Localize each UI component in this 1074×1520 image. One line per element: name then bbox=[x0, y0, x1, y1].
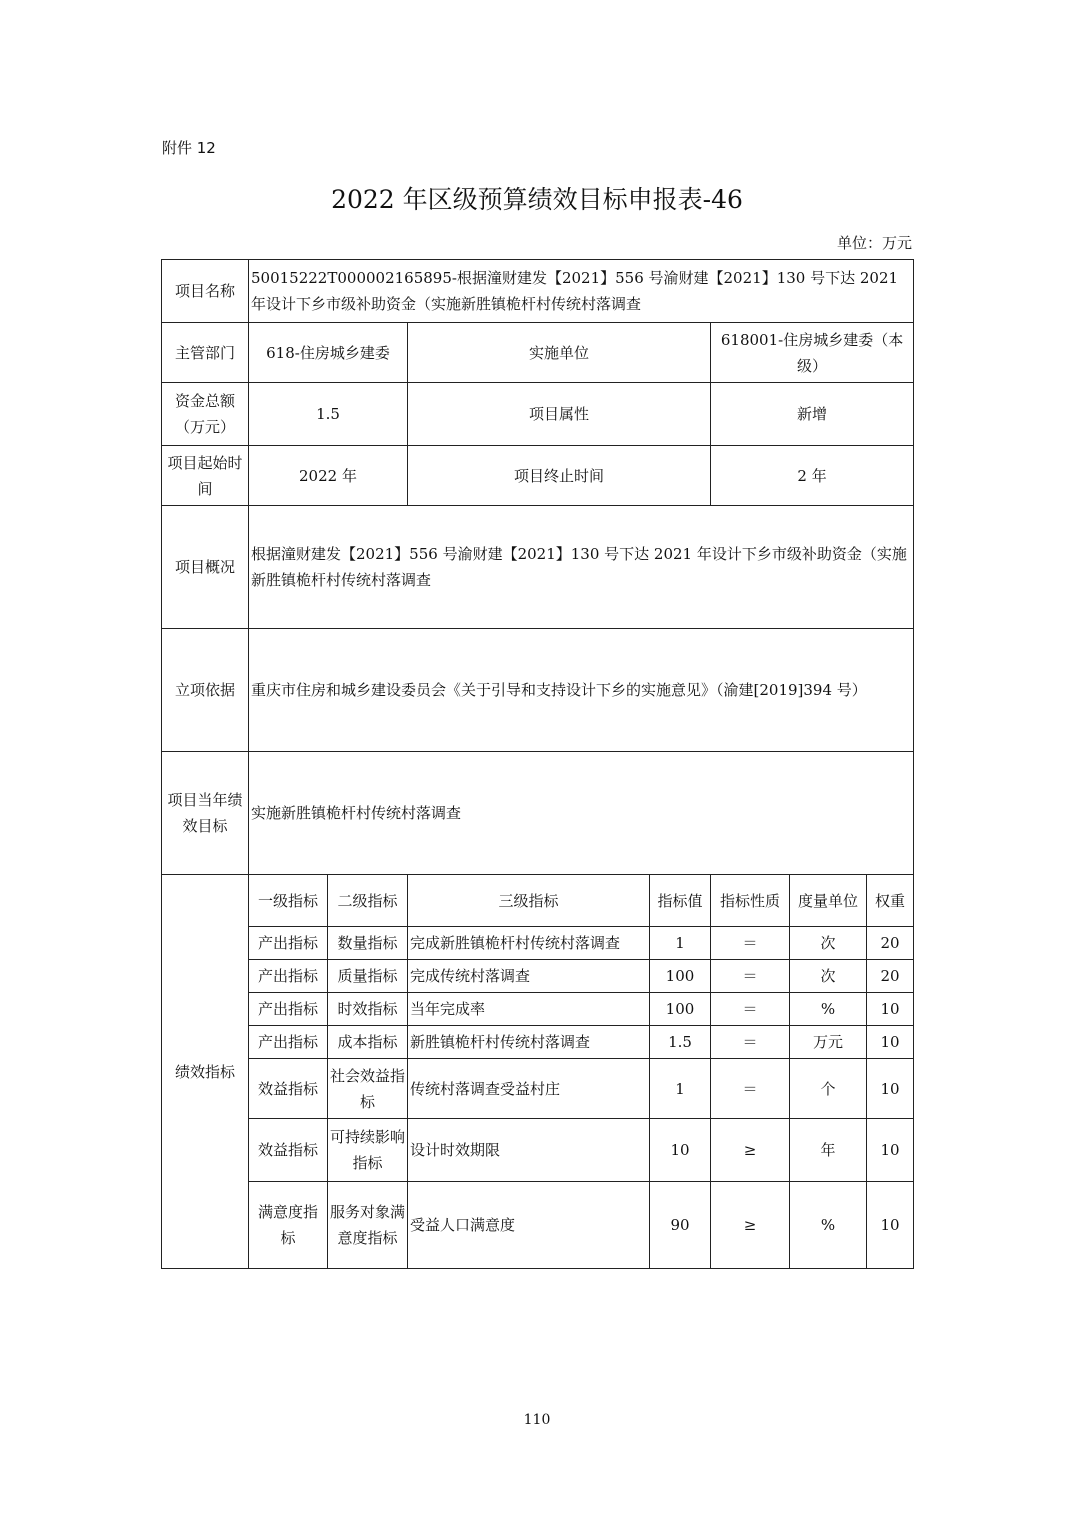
row-nature: ≥ bbox=[711, 1182, 790, 1269]
budget-table bbox=[161, 259, 914, 1269]
basis-value: 重庆市住房和城乡建设委员会《关于引导和支持设计下乡的实施意见》（渝建[2019]394 号） bbox=[249, 629, 914, 752]
row-level1: 产出指标 bbox=[249, 927, 328, 960]
table-row bbox=[162, 1059, 914, 1119]
row-unit: 次 bbox=[790, 960, 867, 993]
row-value: 90 bbox=[650, 1182, 711, 1269]
end-value: 2 年 bbox=[711, 446, 914, 506]
row-unit: 次 bbox=[790, 927, 867, 960]
indicator-header-row bbox=[162, 875, 914, 927]
dept-label: 主管部门 bbox=[162, 323, 249, 383]
page-number: 110 bbox=[523, 1412, 551, 1428]
row-level2: 质量指标 bbox=[328, 960, 408, 993]
row-level3: 设计时效期限 bbox=[408, 1119, 650, 1182]
row-level2: 数量指标 bbox=[328, 927, 408, 960]
table-row bbox=[162, 1182, 914, 1269]
row-unit: % bbox=[790, 1182, 867, 1269]
table-row bbox=[162, 960, 914, 993]
header-level1: 一级指标 bbox=[249, 875, 328, 927]
impl-value: 618001-住房城乡建委（本级） bbox=[711, 323, 914, 383]
dept-value: 618-住房城乡建委 bbox=[249, 323, 408, 383]
row-project-name bbox=[162, 260, 914, 323]
row-weight: 10 bbox=[867, 993, 914, 1026]
header-value: 指标值 bbox=[650, 875, 711, 927]
row-level3: 当年完成率 bbox=[408, 993, 650, 1026]
row-time bbox=[162, 446, 914, 506]
row-value: 1.5 bbox=[650, 1026, 711, 1059]
unit-label: 单位：万元 bbox=[836, 234, 912, 252]
header-weight: 权重 bbox=[867, 875, 914, 927]
row-value: 1 bbox=[650, 1059, 711, 1119]
row-weight: 10 bbox=[867, 1119, 914, 1182]
fund-value: 1.5 bbox=[249, 383, 408, 446]
row-level2: 成本指标 bbox=[328, 1026, 408, 1059]
row-dept bbox=[162, 323, 914, 383]
row-value: 1 bbox=[650, 927, 711, 960]
row-level2: 服务对象满意度指标 bbox=[328, 1182, 408, 1269]
row-level2: 社会效益指标 bbox=[328, 1059, 408, 1119]
indicator-section-label: 绩效指标 bbox=[162, 875, 249, 1269]
row-overview bbox=[162, 506, 914, 629]
row-level1: 产出指标 bbox=[249, 993, 328, 1026]
header-unit: 度量单位 bbox=[790, 875, 867, 927]
row-unit: % bbox=[790, 993, 867, 1026]
impl-label: 实施单位 bbox=[408, 323, 711, 383]
row-nature: ＝ bbox=[711, 927, 790, 960]
table-row bbox=[162, 993, 914, 1026]
row-value: 10 bbox=[650, 1119, 711, 1182]
row-unit: 个 bbox=[790, 1059, 867, 1119]
row-level1: 效益指标 bbox=[249, 1059, 328, 1119]
row-unit: 万元 bbox=[790, 1026, 867, 1059]
row-unit: 年 bbox=[790, 1119, 867, 1182]
row-level1: 产出指标 bbox=[249, 960, 328, 993]
attr-value: 新增 bbox=[711, 383, 914, 446]
header-level3: 三级指标 bbox=[408, 875, 650, 927]
row-weight: 10 bbox=[867, 1026, 914, 1059]
row-level1: 满意度指标 bbox=[249, 1182, 328, 1269]
row-nature: ＝ bbox=[711, 960, 790, 993]
row-nature: ＝ bbox=[711, 1026, 790, 1059]
project-name-value: 50015222T000002165895-根据潼财建发【2021】556 号渝财建【2021】130 号下达 2021 年设计下乡市级补助资金（实施新胜镇桅杆村传统村落调查 bbox=[249, 260, 914, 323]
basis-label: 立项依据 bbox=[162, 629, 249, 752]
row-value: 100 bbox=[650, 993, 711, 1026]
table-row bbox=[162, 927, 914, 960]
start-label: 项目起始时间 bbox=[162, 446, 249, 506]
row-weight: 10 bbox=[867, 1182, 914, 1269]
row-level3: 传统村落调查受益村庄 bbox=[408, 1059, 650, 1119]
row-level1: 产出指标 bbox=[249, 1026, 328, 1059]
goal-label: 项目当年绩效目标 bbox=[162, 752, 249, 875]
row-nature: ＝ bbox=[711, 993, 790, 1026]
overview-value: 根据潼财建发【2021】556 号渝财建【2021】130 号下达 2021 年设计下乡市级补助资金（实施新胜镇桅杆村传统村落调查 bbox=[249, 506, 914, 629]
fund-label: 资金总额（万元） bbox=[162, 383, 249, 446]
table-row bbox=[162, 1119, 914, 1182]
row-level3: 完成新胜镇桅杆村传统村落调查 bbox=[408, 927, 650, 960]
row-level3: 受益人口满意度 bbox=[408, 1182, 650, 1269]
attachment-label: 附件 12 bbox=[162, 139, 216, 157]
attr-label: 项目属性 bbox=[408, 383, 711, 446]
row-level2: 可持续影响指标 bbox=[328, 1119, 408, 1182]
page-title: 2022 年区级预算绩效目标申报表-46 bbox=[331, 185, 743, 214]
row-fund bbox=[162, 383, 914, 446]
row-nature: ≥ bbox=[711, 1119, 790, 1182]
start-value: 2022 年 bbox=[249, 446, 408, 506]
overview-label: 项目概况 bbox=[162, 506, 249, 629]
row-value: 100 bbox=[650, 960, 711, 993]
row-level3: 新胜镇桅杆村传统村落调查 bbox=[408, 1026, 650, 1059]
row-weight: 20 bbox=[867, 960, 914, 993]
goal-value: 实施新胜镇桅杆村传统村落调查 bbox=[249, 752, 914, 875]
row-weight: 20 bbox=[867, 927, 914, 960]
end-label: 项目终止时间 bbox=[408, 446, 711, 506]
row-level3: 完成传统村落调查 bbox=[408, 960, 650, 993]
header-nature: 指标性质 bbox=[711, 875, 790, 927]
row-basis bbox=[162, 629, 914, 752]
row-nature: ＝ bbox=[711, 1059, 790, 1119]
project-name-label: 项目名称 bbox=[162, 260, 249, 323]
row-level2: 时效指标 bbox=[328, 993, 408, 1026]
table-row bbox=[162, 1026, 914, 1059]
row-weight: 10 bbox=[867, 1059, 914, 1119]
row-goal bbox=[162, 752, 914, 875]
row-level1: 效益指标 bbox=[249, 1119, 328, 1182]
header-level2: 二级指标 bbox=[328, 875, 408, 927]
